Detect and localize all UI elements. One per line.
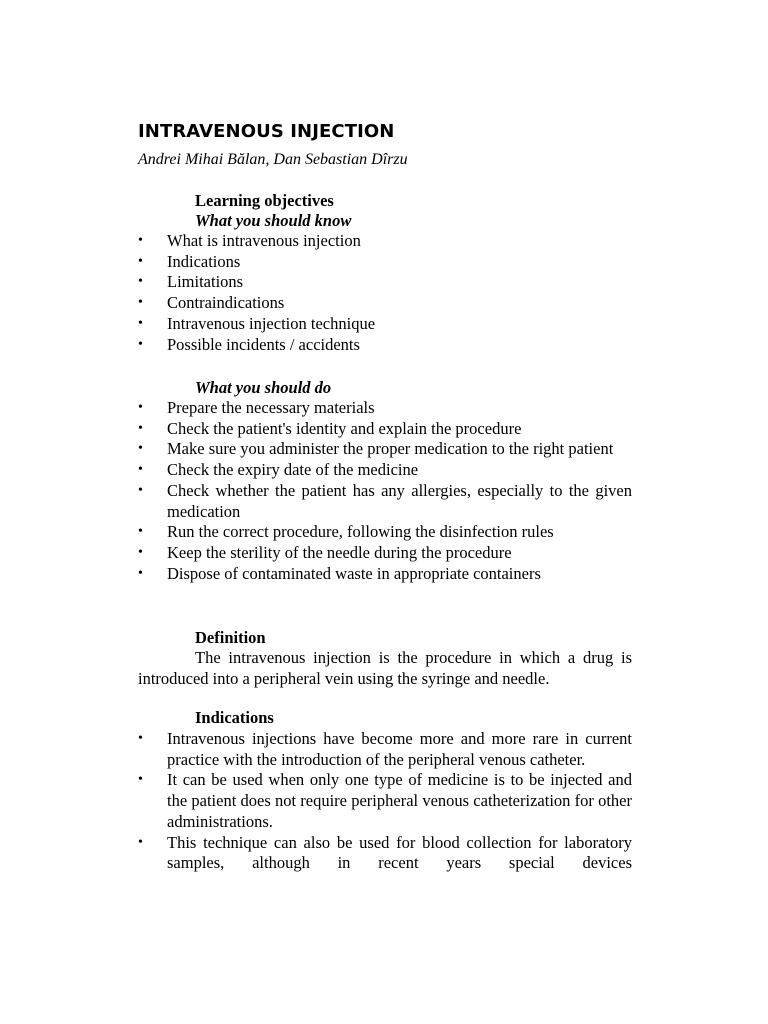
list-item: • Contraindications (138, 293, 285, 313)
document-title: INTRAVENOUS INJECTION (138, 121, 395, 142)
bullet-icon: • (138, 544, 143, 560)
bullet-icon: • (138, 482, 143, 498)
list-item: • Intravenous injections have become more and more rare in current practice with the introduction of the peripheral venous catheter. (138, 729, 632, 769)
list-item: • Indications (138, 251, 241, 271)
document-authors: Andrei Mihai Bălan, Dan Sebastian Dîrzu (138, 151, 408, 168)
bullet-icon: • (138, 565, 143, 581)
what-you-should-know-heading: What you should know (195, 211, 352, 230)
bullet-icon: • (138, 253, 143, 269)
definition-paragraph: The intravenous injection is the procedure in which a drug is introduced into a peripheral vein using the syringe and needle. (138, 648, 632, 688)
list-item: • This technique can also be used for blood collection for laboratory samples, although in recent years special devices (138, 832, 632, 873)
bullet-icon: • (138, 462, 143, 478)
bullet-icon: • (138, 731, 143, 746)
bullet-icon: • (138, 400, 143, 415)
bullet-icon: • (138, 295, 143, 311)
indications-heading: Indications (195, 708, 274, 727)
list-item: • It can be used when only one type of medicine is to be injected and the patient does not require peripheral venous catheterization for other administrations. (138, 770, 632, 831)
list-item: • Check the patient's identity and explain the procedure (138, 418, 522, 438)
list-item: • Check the expiry date of the medicine (138, 460, 419, 480)
list-item: • Intravenous injection technique (138, 313, 376, 333)
list-item: • Possible incidents / accidents (138, 334, 360, 354)
indications-list (138, 729, 632, 874)
do-list (138, 398, 632, 584)
list-item: • Run the correct procedure, following the disinfection rules (138, 522, 554, 542)
definition-heading: Definition (195, 628, 266, 647)
list-item: • Dispose of contaminated waste in appropriate containers (138, 563, 541, 583)
bullet-icon: • (138, 441, 143, 457)
list-item: • What is intravenous injection (138, 231, 361, 250)
bullet-icon: • (138, 233, 143, 248)
bullet-icon: • (138, 336, 143, 352)
bullet-icon: • (138, 315, 143, 331)
what-you-should-do-heading: What you should do (195, 378, 332, 397)
list-item: • Prepare the necessary materials (138, 398, 375, 417)
bullet-icon: • (138, 834, 143, 850)
list-item: • Check whether the patient has any allergies, especially to the given medication (138, 480, 632, 521)
list-item: • Keep the sterility of the needle during the procedure (138, 542, 512, 562)
bullet-icon: • (138, 274, 143, 290)
bullet-icon: • (138, 772, 143, 788)
list-item: • Limitations (138, 272, 244, 292)
know-list (138, 231, 632, 355)
learning-objectives-heading: Learning objectives (195, 191, 334, 210)
bullet-icon: • (138, 524, 143, 540)
bullet-icon: • (138, 420, 143, 436)
list-item: • Make sure you administer the proper medication to the right patient (138, 439, 614, 459)
